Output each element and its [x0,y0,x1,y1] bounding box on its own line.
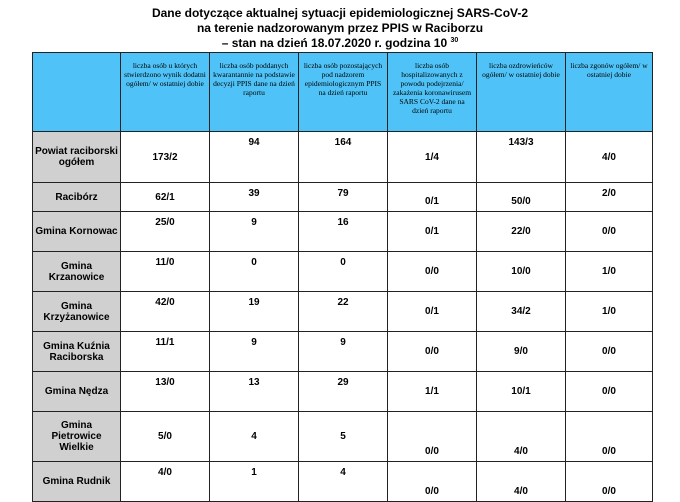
cell-recovered: 50/0 [477,183,566,212]
cell-positive: 11/1 [121,332,210,372]
cell-supervision: 79 [299,183,388,212]
cell-supervision: 16 [299,212,388,252]
row-name: Gmina Kornowac [33,212,121,252]
cell-deaths: 2/0 [566,183,653,212]
cell-positive: 13/0 [121,372,210,412]
table-row [33,212,653,252]
cell-supervision: 5 [299,412,388,462]
cell-positive: 173/2 [121,132,210,183]
cell-hospitalized: 0/0 [388,252,477,292]
cell-supervision: 0 [299,252,388,292]
cell-positive: 11/0 [121,252,210,292]
cell-quarantine: 0 [210,252,299,292]
cell-recovered: 34/2 [477,292,566,332]
cell-positive: 5/0 [121,412,210,462]
cell-deaths: 0/0 [566,462,653,502]
cell-deaths: 1/0 [566,252,653,292]
header-positive: liczba osób u których stwierdzono wynik dodatni ogółem/ w ostatniej dobie [121,53,210,132]
row-name: Gmina Krzanowice [33,252,121,292]
row-name: Gmina Krzyżanowice [33,292,121,332]
cell-hospitalized: 0/0 [388,332,477,372]
title-line-2: na terenie nadzorowanym przez PPIS w Raciborzu [196,21,484,35]
cell-supervision: 29 [299,372,388,412]
cell-positive: 42/0 [121,292,210,332]
cell-recovered: 10/1 [477,372,566,412]
cell-supervision: 164 [299,132,388,183]
row-name: Powiat raciborski ogółem [33,132,121,183]
table-row [33,183,653,212]
title-line-3 [0,36,680,51]
cell-quarantine: 1 [210,462,299,502]
header-hospitalized: liczba osób hospitalizowanych z powodu podejrzenia/ zakażenia koronawirusem SARS CoV-2 dane na dzień raportu [388,53,477,132]
header-recovered: liczba ozdrowieńców ogółem/ w ostatniej dobie [477,53,566,132]
cell-recovered: 10/0 [477,252,566,292]
row-name: Gmina Rudnik [33,462,121,502]
cell-deaths: 1/0 [566,292,653,332]
cell-hospitalized: 1/1 [388,372,477,412]
cell-hospitalized: 0/1 [388,212,477,252]
table-row [33,372,653,412]
cell-deaths: 0/0 [566,372,653,412]
cell-recovered: 4/0 [477,412,566,462]
cell-hospitalized: 1/4 [388,132,477,183]
cell-deaths: 4/0 [566,132,653,183]
cell-quarantine: 39 [210,183,299,212]
cell-quarantine: 9 [210,332,299,372]
cell-quarantine: 9 [210,212,299,252]
header-quarantine: liczba osób poddanych kwarantannie na podstawie decyzji PPIS dane na dzień raportu [210,53,299,132]
table-row [33,462,653,502]
cell-recovered: 9/0 [477,332,566,372]
table-row [33,252,653,292]
table-row [33,132,653,183]
cell-hospitalized: 0/0 [388,412,477,462]
header-corner [33,53,121,132]
cell-deaths: 0/0 [566,332,653,372]
header-supervision: liczba osób pozostających pod nadzorem epidemiologicznym PPIS na dzień raportu [299,53,388,132]
cell-recovered: 22/0 [477,212,566,252]
title-line-1: Dane dotyczące aktualnej sytuacji epidemiologicznej SARS-CoV-2 [151,6,529,20]
table-header-row [33,53,653,132]
title-time-superscript: 30 [450,37,459,44]
report-title [0,6,680,51]
cell-recovered: 4/0 [477,462,566,502]
cell-quarantine: 13 [210,372,299,412]
row-name: Gmina Pietrowice Wielkie [33,412,121,462]
cell-deaths: 0/0 [566,412,653,462]
cell-supervision: 22 [299,292,388,332]
row-name: Gmina Nędza [33,372,121,412]
title-line-3-text: – stan na dzień 18.07.2020 r. godzina 10 [221,36,448,50]
cell-deaths: 0/0 [566,212,653,252]
cell-positive: 62/1 [121,183,210,212]
header-deaths: liczba zgonów ogółem/ w ostatniej dobie [566,53,653,132]
table-row [33,292,653,332]
cell-hospitalized: 0/1 [388,183,477,212]
cell-recovered: 143/3 [477,132,566,183]
cell-supervision: 4 [299,462,388,502]
table-row [33,332,653,372]
cell-quarantine: 19 [210,292,299,332]
cell-supervision: 9 [299,332,388,372]
cell-hospitalized: 0/0 [388,462,477,502]
cell-hospitalized: 0/1 [388,292,477,332]
cell-positive: 25/0 [121,212,210,252]
cell-positive: 4/0 [121,462,210,502]
table-row [33,412,653,462]
epidemiological-table [32,52,653,502]
cell-quarantine: 4 [210,412,299,462]
row-name: Racibórz [33,183,121,212]
row-name: Gmina Kuźnia Raciborska [33,332,121,372]
cell-quarantine: 94 [210,132,299,183]
